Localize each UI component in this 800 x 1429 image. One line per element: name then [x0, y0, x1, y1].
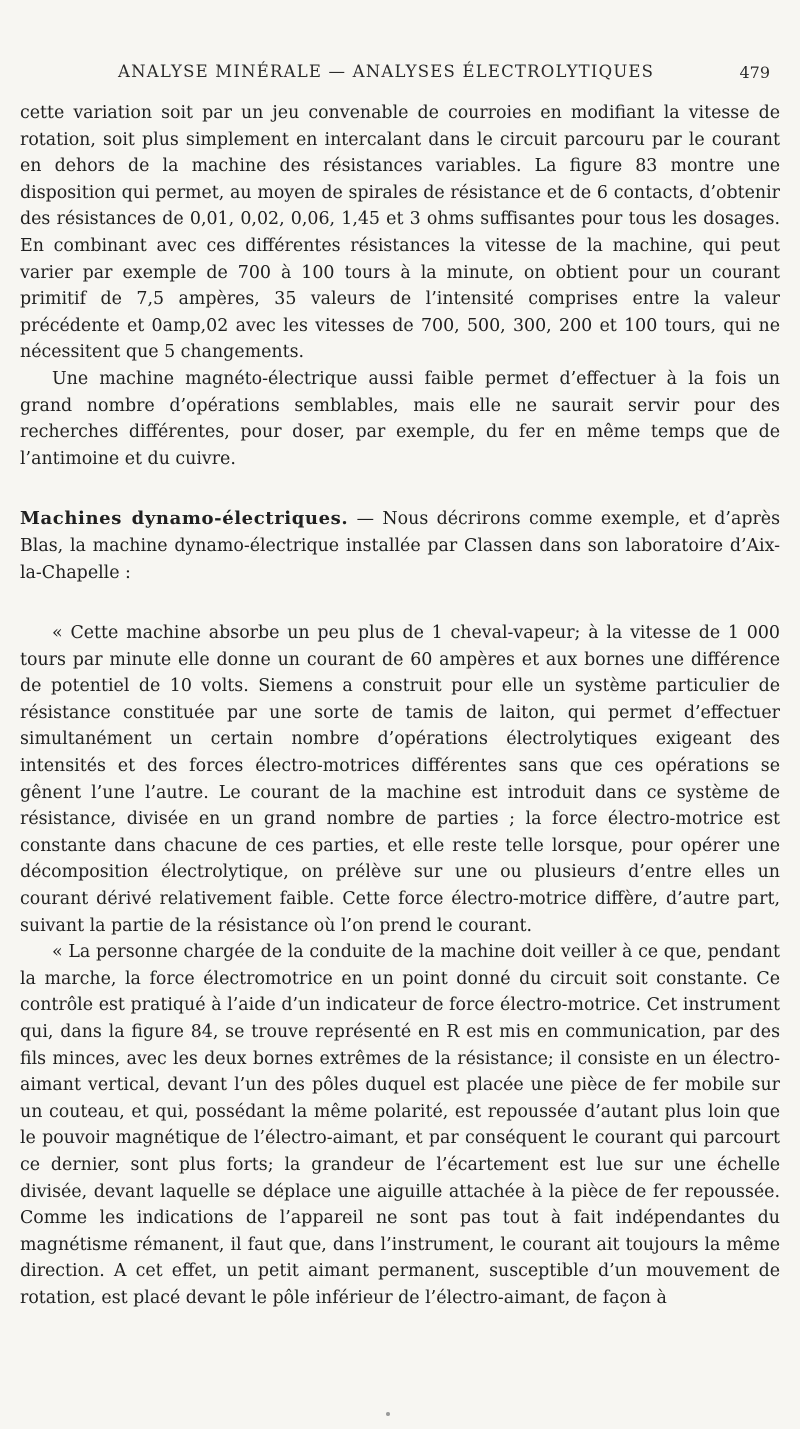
paragraph-quote-machine: « Cette machine absorbe un peu plus de 1 cheval-vapeur; à la vitesse de 1 000 tours par minute elle donne un courant de 60 ampères et aux bornes une différence de potentiel de 10 volts. Siemens a construit pour elle un système particulier de résistance constituée par une sorte de tamis de laiton, qui permet d’effectuer simultanément un certain nombre d’opérations électrolytiques exigeant des intensités et des forces électro-motrices différentes sans que ces opérations se gênent l’une l’autre. Le courant de la machine est introduit dans ce système de résistance, divisée en un grand nombre de parties ; la force électro-motrice est constante dans chacune de ces parties, et elle reste telle lorsque, pour opérer une décomposition électrolytique, on prélève sur une ou plusieurs d’entre elles un courant dérivé relativement faible. Cette force électro-motrice diffère, d’autre part, suivant la partie de la résistance où l’on prend le courant. [20, 623, 780, 936]
paragraph-dynamo-intro [20, 506, 780, 586]
page-number: 479 [739, 63, 770, 82]
paragraph-quote-indicator: « La personne chargée de la conduite de la machine doit veiller à ce que, pendant la marche, la force électromotrice en un point donné du circuit soit constante. Ce contrôle est pratiqué à l’aide d’un indicateur de force électro-motrice. Cet instrument qui, dans la figure 84, se trouve représenté en R est mis en communication, par des fils minces, avec les deux bornes extrêmes de la résistance; il consiste en un électro-aimant vertical, devant l’un des pôles duquel est placée une pièce de fer mobile sur un couteau, et qui, possédant la même polarité, est repoussée d’autant plus loin que le pouvoir magnétique de l’électro-aimant, et par conséquent le courant qui parcourt ce dernier, sont plus forts; la grandeur de l’écartement est lue sur une échelle divisée, devant laquelle se déplace une aiguille attachée à la pièce de fer repoussée. Comme les indications de l’appareil ne sont pas tout à fait indépendantes du magnétisme rémanent, il faut que, dans l’instrument, le courant ait toujours la même direction. A cet effet, un petit aimant permanent, susceptible d’un mouvement de rotation, est placé devant le pôle inférieur de l’électro-aimant, de façon à [20, 942, 780, 1308]
paragraph-magneto-machine: Une machine magnéto-électrique aussi faible permet d’effectuer à la fois un grand nombre d’opérations semblables, mais elle ne saurait servir pour des recherches différentes, pour doser, par exemple, du fer en même temps que de l’antimoine et du cuivre. [20, 368, 780, 469]
running-head [0, 62, 800, 88]
running-title: ANALYSE MINÉRALE — ANALYSES ÉLECTROLYTIQUES [118, 62, 655, 81]
paragraph-resistances: cette variation soit par un jeu convenable de courroies en modifiant la vitesse de rotation, soit plus simplement en intercalant dans le circuit parcouru par le courant en dehors de la machine des résistances variables. La figure 83 montre une disposition qui permet, au moyen de spirales de résistance et de 6 contacts, d’obtenir des résistances de 0,01, 0,02, 0,06, 1,45 et 3 ohms suffisantes pour tous les dosages. En combinant avec ces différentes résistances la vitesse de la machine, qui peut varier par exemple de 700 à 100 tours à la minute, on obtient pour un courant primitif de 7,5 ampères, 35 valeurs de l’intensité comprises entre la valeur précédente et 0amp,02 avec les vitesses de 700, 500, 300, 200 et 100 tours, qui ne nécessitent que 5 changements. [20, 103, 780, 363]
body-text [20, 100, 780, 1312]
paragraph-dynamo-intro-text: — Nous décrirons comme exemple, et d’après Blas, la machine dynamo-électrique installée par Classen dans son laboratoire d’Aix-la-Chapelle : [20, 509, 780, 583]
section-heading: Machines dynamo-électriques. [20, 508, 349, 530]
print-speck [386, 1412, 390, 1416]
